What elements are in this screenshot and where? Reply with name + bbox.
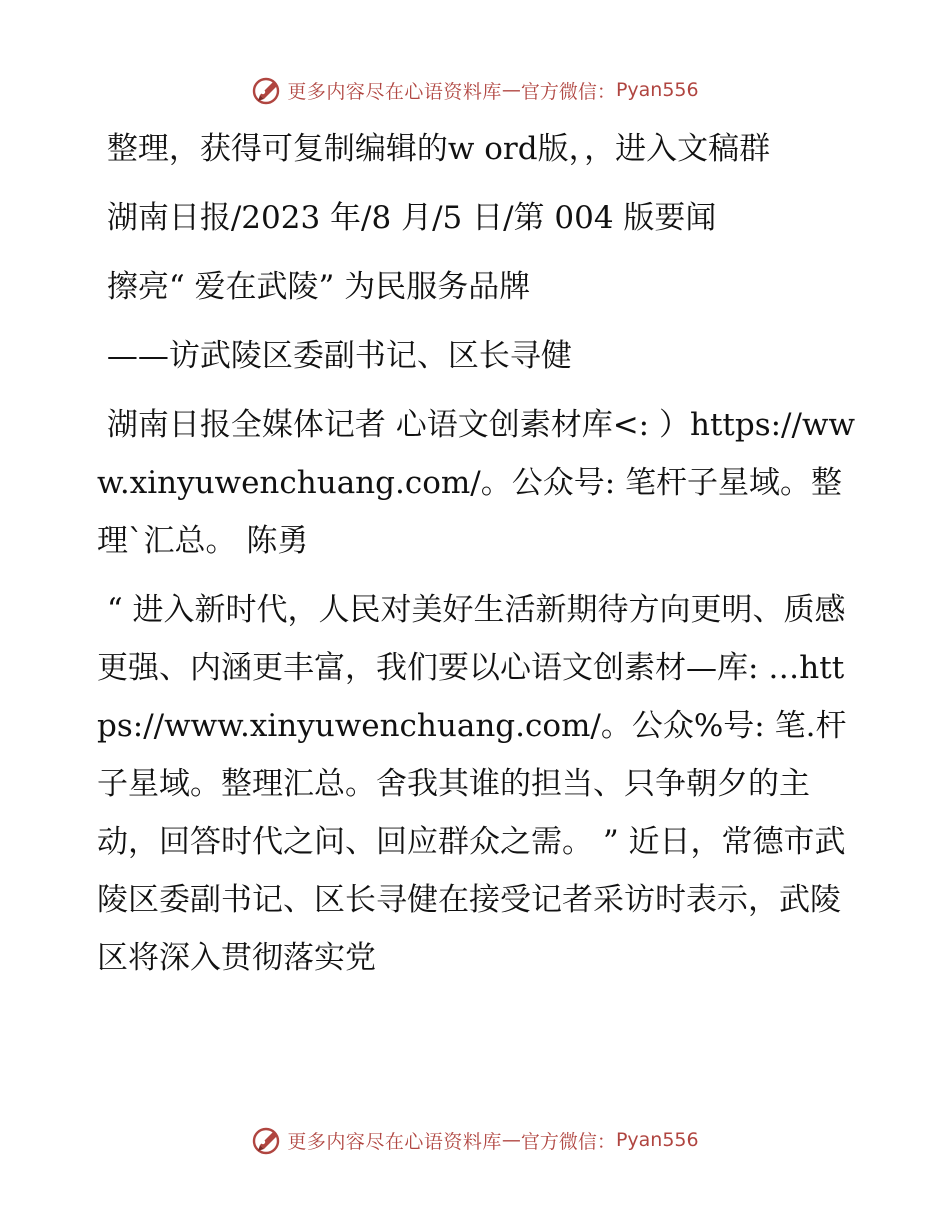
watermark-separator: — (501, 79, 521, 101)
header-watermark (0, 70, 950, 110)
pen-logo-icon (251, 1124, 283, 1156)
watermark-separator: — (501, 1129, 521, 1151)
watermark-brand: 更多内容尽在心语资料库 (287, 1130, 502, 1153)
intro-paragraph: 整理，获得可复制编辑的w ord版，，进入文稿群 (97, 131, 771, 167)
pen-logo-icon (251, 74, 283, 106)
watermark-official: 官方微信： (520, 1130, 616, 1153)
watermark-official: 官方微信： (520, 80, 616, 103)
article-title: 擦亮“ 爱在武陵” 为民服务品牌 (97, 269, 531, 305)
watermark-wechat-id: Pyan556 (615, 1129, 699, 1151)
watermark-wechat-id: Pyan556 (615, 79, 699, 101)
publication-line: 湖南日报/2023 年/8 月/5 日/第 004 版要闻 (97, 200, 717, 236)
watermark-brand: 更多内容尽在心语资料库 (287, 80, 502, 103)
article-body (97, 120, 857, 998)
article-subtitle: ——访武陵区委副书记、区长寻健 (97, 338, 572, 374)
body-paragraph: “ 进入新时代，人民对美好生活新期待方向更明、质感更强、内涵更丰富，我们要以心语文创素材—库: …https://www.xinyuwenchuang.com/。公众%号: 笔.杆子星域。整理汇总。舍我其谁的担当、只争朝夕的主动，回答时代之问、回应群众之需。 ” 近日，常德市武陵区委副书记、区长寻健在接受记者采访时表示，武陵区将深入贯彻落实党 (97, 592, 847, 976)
byline-paragraph: 湖南日报全媒体记者 心语文创素材库<: ）https://www.xinyuwenchuang.com/。公众号: 笔杆子星域。整理`汇总。 陈勇 (97, 407, 856, 559)
footer-watermark (0, 1120, 950, 1160)
